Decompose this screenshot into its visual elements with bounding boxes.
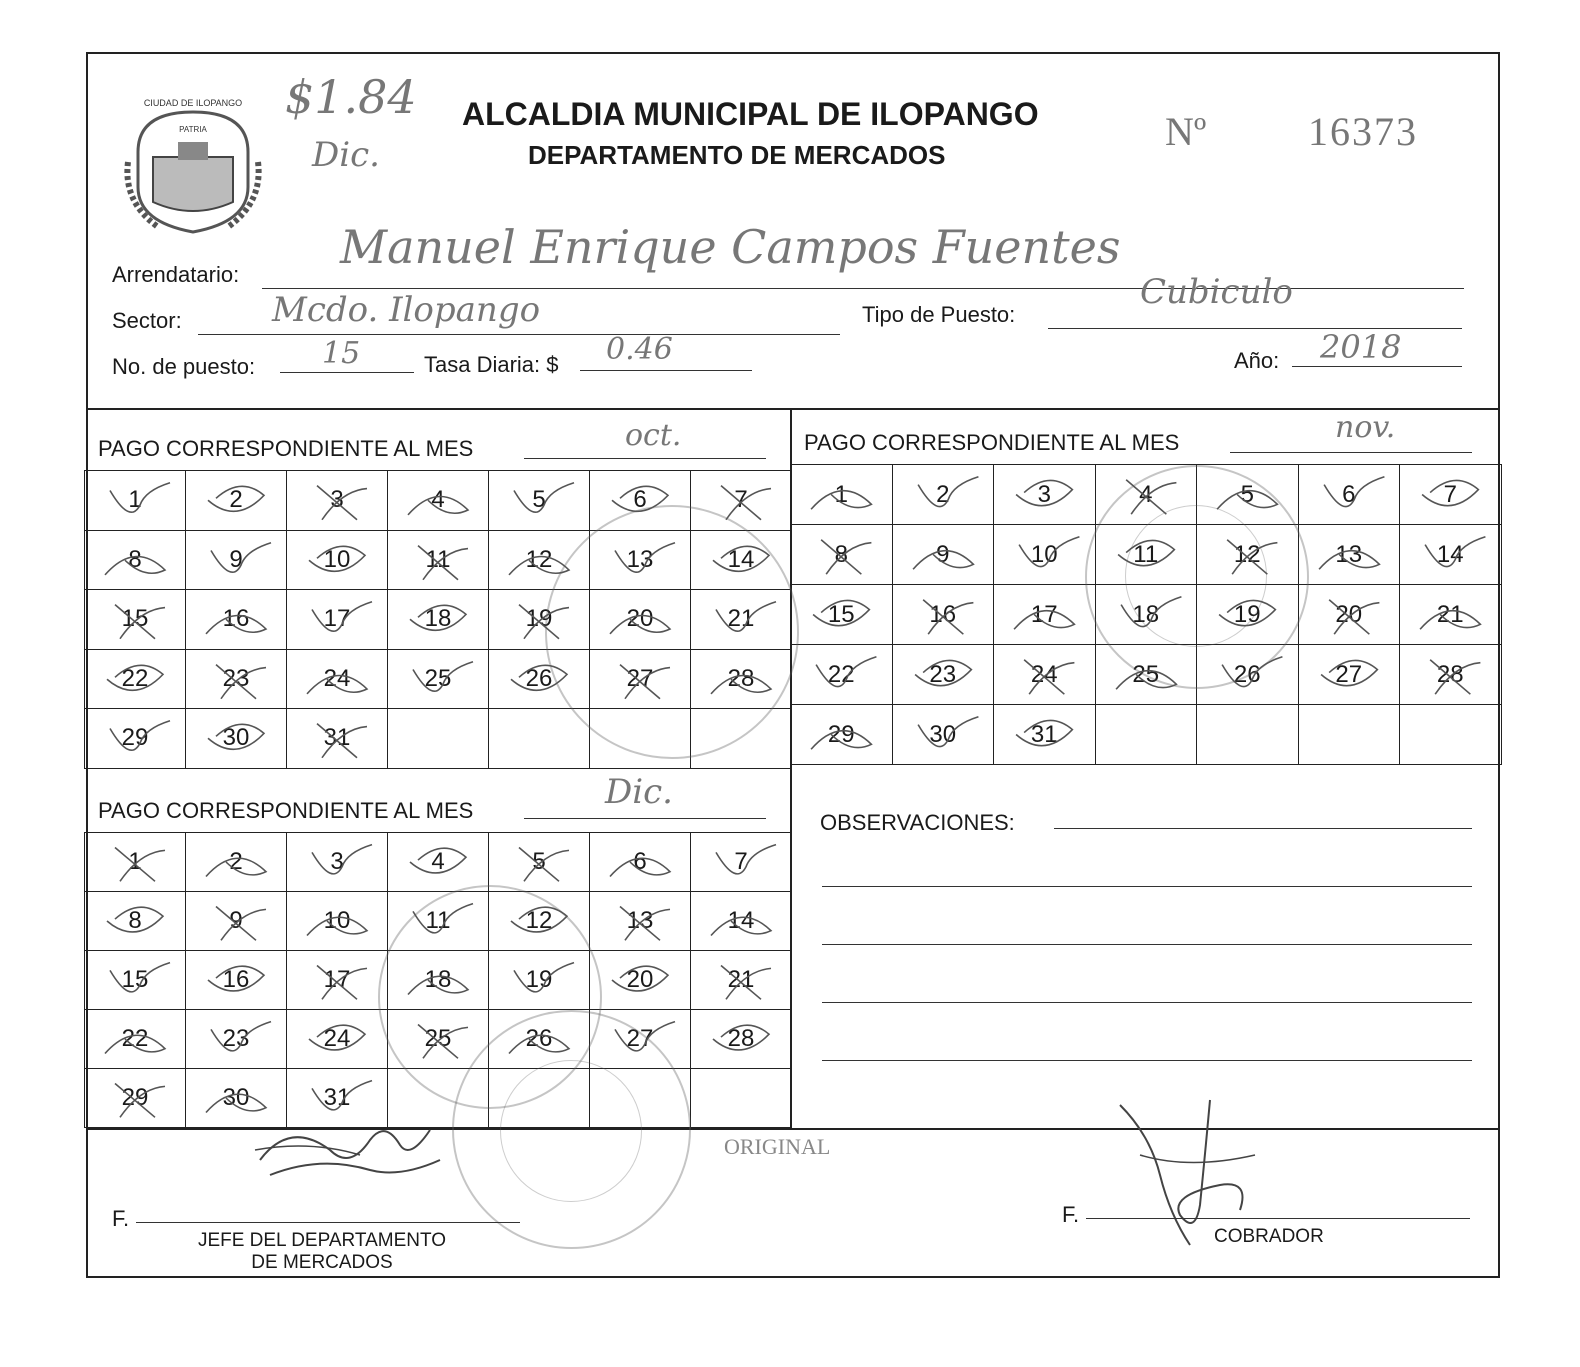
original-copy-mark: ORIGINAL [724, 1134, 831, 1159]
day-cell-oct [186, 709, 287, 769]
day-number: 16 [222, 605, 250, 633]
day-number: 15 [827, 600, 855, 628]
day-cell-nov [893, 645, 995, 705]
day-cell-dic [287, 833, 388, 892]
anio-label: Año: [1234, 348, 1280, 373]
day-cell-dic [287, 1010, 388, 1069]
month-oct-value: oct. [625, 418, 682, 453]
day-number: 13 [626, 545, 654, 573]
observaciones-line-4 [822, 1002, 1472, 1003]
tipo-puesto-label: Tipo de Puesto: [862, 302, 1016, 327]
day-cell-oct [85, 709, 186, 769]
empty-day-cell [691, 1069, 792, 1128]
puesto-label: No. de puesto: [112, 354, 256, 379]
day-grid-nov [790, 464, 1502, 765]
sector-value: Mcdo. Ilopango [272, 290, 541, 330]
day-number: 10 [1030, 540, 1058, 568]
day-number: 26 [1233, 660, 1261, 688]
day-cell-dic [691, 1010, 792, 1069]
day-cell-nov [791, 645, 893, 705]
day-cell-nov [994, 525, 1096, 585]
day-number: 13 [626, 907, 654, 934]
day-number: 27 [626, 664, 654, 692]
day-cell-oct [85, 471, 186, 531]
day-cell-dic [186, 951, 287, 1010]
day-number: 10 [323, 545, 351, 573]
day-number: 23 [929, 660, 957, 688]
day-number: 5 [1240, 480, 1254, 508]
tasa-underline [580, 370, 752, 371]
day-number: 11 [425, 907, 451, 934]
day-number: 17 [323, 966, 351, 993]
day-cell-dic [186, 1010, 287, 1069]
day-cell-oct [388, 590, 489, 650]
day-number: 20 [626, 966, 654, 993]
page-title: ALCALDIA MUNICIPAL DE ILOPANGO [462, 96, 1039, 132]
day-cell-nov [1400, 525, 1502, 585]
month-dic-underline [524, 818, 766, 819]
day-number: 24 [1030, 660, 1058, 688]
empty-day-cell [1197, 705, 1299, 765]
day-number: 17 [323, 605, 351, 633]
day-cell-dic [489, 833, 590, 892]
firma-jefe-label: F. [112, 1206, 130, 1231]
day-number: 7 [1443, 480, 1457, 508]
day-grid-dic [84, 832, 792, 1128]
day-cell-oct [691, 650, 792, 710]
handwritten-amount: $1.84 [285, 70, 417, 124]
day-cell-dic [388, 951, 489, 1010]
day-cell-dic [287, 892, 388, 951]
day-number: 1 [834, 480, 848, 508]
day-cell-oct [186, 650, 287, 710]
day-cell-dic [489, 1010, 590, 1069]
day-number: 31 [323, 1084, 351, 1111]
day-number: 10 [323, 907, 351, 934]
day-number: 28 [727, 1025, 755, 1052]
day-number: 21 [727, 605, 755, 633]
day-cell-nov [1096, 645, 1198, 705]
day-number: 7 [734, 486, 748, 514]
day-number: 12 [525, 907, 553, 934]
day-number: 13 [1335, 540, 1363, 568]
empty-day-cell [388, 709, 489, 769]
day-cell-dic [186, 892, 287, 951]
day-number: 8 [834, 540, 848, 568]
day-cell-oct [590, 650, 691, 710]
day-number: 22 [827, 660, 855, 688]
observaciones-line-3 [822, 944, 1472, 945]
sector-label: Sector: [112, 308, 182, 333]
day-number: 20 [626, 605, 654, 633]
day-number: 26 [525, 664, 553, 692]
day-grid-oct [84, 470, 792, 769]
day-cell-oct [186, 471, 287, 531]
month-nov-value: nov. [1335, 410, 1396, 445]
day-cell-oct [287, 590, 388, 650]
day-cell-nov [1400, 585, 1502, 645]
day-number: 17 [1030, 600, 1058, 628]
day-number: 19 [525, 966, 553, 993]
day-cell-oct [691, 471, 792, 531]
day-number: 15 [121, 966, 149, 993]
day-cell-nov [1096, 465, 1198, 525]
day-number: 16 [929, 600, 957, 628]
day-cell-oct [388, 471, 489, 531]
day-cell-oct [691, 590, 792, 650]
day-number: 18 [424, 605, 452, 633]
day-cell-oct [186, 590, 287, 650]
day-number: 14 [727, 907, 755, 934]
day-cell-nov [1299, 465, 1401, 525]
day-number: 15 [121, 605, 149, 633]
day-cell-dic [85, 1069, 186, 1128]
day-cell-dic [691, 892, 792, 951]
day-cell-oct [590, 471, 691, 531]
empty-day-cell [590, 709, 691, 769]
day-number: 8 [128, 545, 142, 573]
day-number: 25 [424, 1025, 452, 1052]
day-number: 14 [727, 545, 755, 573]
day-cell-dic [388, 833, 489, 892]
day-number: 9 [229, 907, 243, 934]
day-cell-dic [590, 1010, 691, 1069]
day-cell-dic [388, 1010, 489, 1069]
empty-day-cell [1400, 705, 1502, 765]
day-number: 11 [425, 545, 451, 573]
day-cell-nov [893, 705, 995, 765]
arrendatario-value: Manuel Enrique Campos Fuentes [340, 220, 1121, 274]
anio-value: 2018 [1320, 328, 1402, 366]
day-number: 4 [431, 486, 445, 514]
day-number: 21 [1436, 600, 1464, 628]
day-cell-dic [388, 892, 489, 951]
month-dic-label: PAGO CORRESPONDIENTE AL MES [98, 798, 474, 823]
day-cell-dic [489, 951, 590, 1010]
day-cell-nov [893, 525, 995, 585]
day-number: 25 [1132, 660, 1160, 688]
day-number: 9 [229, 545, 243, 573]
day-cell-nov [1197, 585, 1299, 645]
day-cell-oct [388, 650, 489, 710]
empty-day-cell [1299, 705, 1401, 765]
day-number: 2 [229, 848, 243, 875]
day-number: 30 [222, 1084, 250, 1111]
puesto-underline [280, 372, 414, 373]
day-cell-oct [489, 650, 590, 710]
month-oct-label: PAGO CORRESPONDIENTE AL MES [98, 436, 474, 461]
day-cell-oct [85, 590, 186, 650]
month-nov-underline [1230, 452, 1472, 453]
day-cell-nov [1299, 585, 1401, 645]
month-dic-value: Dic. [605, 772, 673, 812]
day-cell-oct [186, 531, 287, 591]
day-cell-nov [994, 465, 1096, 525]
day-cell-dic [186, 833, 287, 892]
month-nov-label: PAGO CORRESPONDIENTE AL MES [804, 430, 1180, 455]
day-number: 28 [727, 664, 755, 692]
day-cell-oct [287, 471, 388, 531]
cobrador-title: COBRADOR [1214, 1226, 1324, 1247]
arrendatario-label: Arrendatario: [112, 262, 240, 287]
observaciones-label: OBSERVACIONES: [820, 810, 1015, 835]
day-number: 31 [1030, 720, 1058, 748]
jefe-title-line2: DE MERCADOS [251, 1252, 393, 1273]
day-cell-nov [1400, 465, 1502, 525]
day-number: 25 [424, 664, 452, 692]
sector-underline [198, 334, 840, 335]
anio-underline [1292, 366, 1462, 367]
day-number: 27 [1335, 660, 1363, 688]
empty-day-cell [691, 709, 792, 769]
day-number: 24 [323, 1025, 351, 1052]
day-cell-dic [287, 951, 388, 1010]
day-number: 23 [222, 664, 250, 692]
serial-number: 16373 [1308, 109, 1418, 154]
day-number: 29 [121, 724, 149, 752]
firma-jefe-line [136, 1222, 520, 1223]
day-cell-nov [791, 525, 893, 585]
day-number: 30 [929, 720, 957, 748]
day-number: 18 [424, 966, 452, 993]
day-cell-oct [85, 650, 186, 710]
day-cell-dic [85, 892, 186, 951]
firma-cobrador-line [1086, 1218, 1470, 1219]
day-number: 19 [1233, 600, 1261, 628]
observaciones-line-2 [822, 886, 1472, 887]
day-number: 6 [633, 848, 647, 875]
day-cell-dic [85, 1010, 186, 1069]
day-cell-dic [691, 833, 792, 892]
empty-day-cell [590, 1069, 691, 1128]
day-cell-nov [893, 465, 995, 525]
day-number: 29 [827, 720, 855, 748]
day-cell-oct [287, 531, 388, 591]
day-cell-oct [590, 531, 691, 591]
day-number: 4 [431, 848, 445, 875]
day-cell-oct [388, 531, 489, 591]
day-cell-oct [590, 590, 691, 650]
day-number: 26 [525, 1025, 553, 1052]
svg-text:CIUDAD DE ILOPANGO: CIUDAD DE ILOPANGO [143, 98, 243, 108]
day-cell-dic [489, 892, 590, 951]
day-number: 14 [1436, 540, 1464, 568]
day-number: 28 [1436, 660, 1464, 688]
day-cell-nov [1096, 525, 1198, 585]
day-number: 1 [128, 848, 142, 875]
empty-day-cell [1096, 705, 1198, 765]
day-cell-nov [994, 585, 1096, 645]
day-number: 1 [128, 486, 142, 514]
day-cell-nov [1096, 585, 1198, 645]
day-cell-oct [489, 531, 590, 591]
day-cell-nov [1197, 525, 1299, 585]
day-number: 7 [734, 848, 748, 875]
day-number: 5 [532, 848, 546, 875]
tipo-puesto-value: Cubiculo [1140, 272, 1293, 312]
day-cell-oct [287, 709, 388, 769]
day-number: 12 [1233, 540, 1261, 568]
tasa-label: Tasa Diaria: $ [424, 352, 559, 377]
svg-text:PATRIA: PATRIA [179, 125, 207, 134]
day-number: 22 [121, 1025, 149, 1052]
day-cell-nov [1197, 465, 1299, 525]
day-cell-nov [1400, 645, 1502, 705]
day-cell-oct [691, 531, 792, 591]
firma-cobrador-label: F. [1062, 1202, 1080, 1227]
day-cell-dic [590, 892, 691, 951]
handwritten-month-note: Dic. [312, 135, 380, 175]
day-number: 22 [121, 664, 149, 692]
day-number: 2 [936, 480, 950, 508]
day-cell-oct [287, 650, 388, 710]
jefe-title-line1: JEFE DEL DEPARTAMENTO [197, 1230, 447, 1251]
day-cell-nov [1299, 645, 1401, 705]
day-number: 27 [626, 1025, 654, 1052]
day-cell-dic [85, 833, 186, 892]
month-oct-underline [524, 458, 766, 459]
day-cell-nov [791, 705, 893, 765]
day-cell-nov [1197, 645, 1299, 705]
day-number: 6 [633, 486, 647, 514]
day-cell-nov [893, 585, 995, 645]
puesto-value: 15 [322, 336, 361, 371]
day-cell-nov [791, 465, 893, 525]
day-number: 4 [1139, 480, 1153, 508]
day-number: 3 [330, 486, 344, 514]
day-cell-nov [791, 585, 893, 645]
day-cell-oct [489, 471, 590, 531]
day-cell-dic [590, 951, 691, 1010]
day-number: 16 [222, 966, 250, 993]
day-number: 23 [222, 1025, 250, 1052]
day-cell-nov [1299, 525, 1401, 585]
observaciones-line-1 [1054, 828, 1472, 829]
day-number: 11 [1133, 540, 1159, 568]
municipal-seal-logo [118, 92, 268, 242]
day-number: 12 [525, 545, 553, 573]
day-cell-dic [85, 951, 186, 1010]
day-number: 24 [323, 664, 351, 692]
day-number: 19 [525, 605, 553, 633]
day-number: 3 [1037, 480, 1051, 508]
empty-day-cell [489, 709, 590, 769]
day-number: 18 [1132, 600, 1160, 628]
day-number: 3 [330, 848, 344, 875]
day-number: 5 [532, 486, 546, 514]
day-number: 31 [323, 724, 351, 752]
serial-number-prefix: Nº [1165, 109, 1207, 154]
day-number: 8 [128, 907, 142, 934]
observaciones-line-5 [822, 1060, 1472, 1061]
empty-day-cell [489, 1069, 590, 1128]
day-cell-oct [85, 531, 186, 591]
day-cell-nov [994, 645, 1096, 705]
section-divider-top [86, 408, 1500, 410]
day-number: 20 [1335, 600, 1363, 628]
jefe-signature-icon [250, 1100, 450, 1200]
page-subtitle: DEPARTAMENTO DE MERCADOS [528, 140, 946, 170]
tasa-value: 0.46 [606, 332, 673, 367]
day-number: 30 [222, 724, 250, 752]
day-number: 29 [121, 1084, 149, 1111]
day-number: 9 [936, 540, 950, 568]
day-cell-oct [489, 590, 590, 650]
day-cell-nov [994, 705, 1096, 765]
day-cell-dic [590, 833, 691, 892]
day-number: 2 [229, 486, 243, 514]
day-cell-dic [691, 951, 792, 1010]
day-number: 6 [1342, 480, 1356, 508]
day-number: 21 [727, 966, 755, 993]
